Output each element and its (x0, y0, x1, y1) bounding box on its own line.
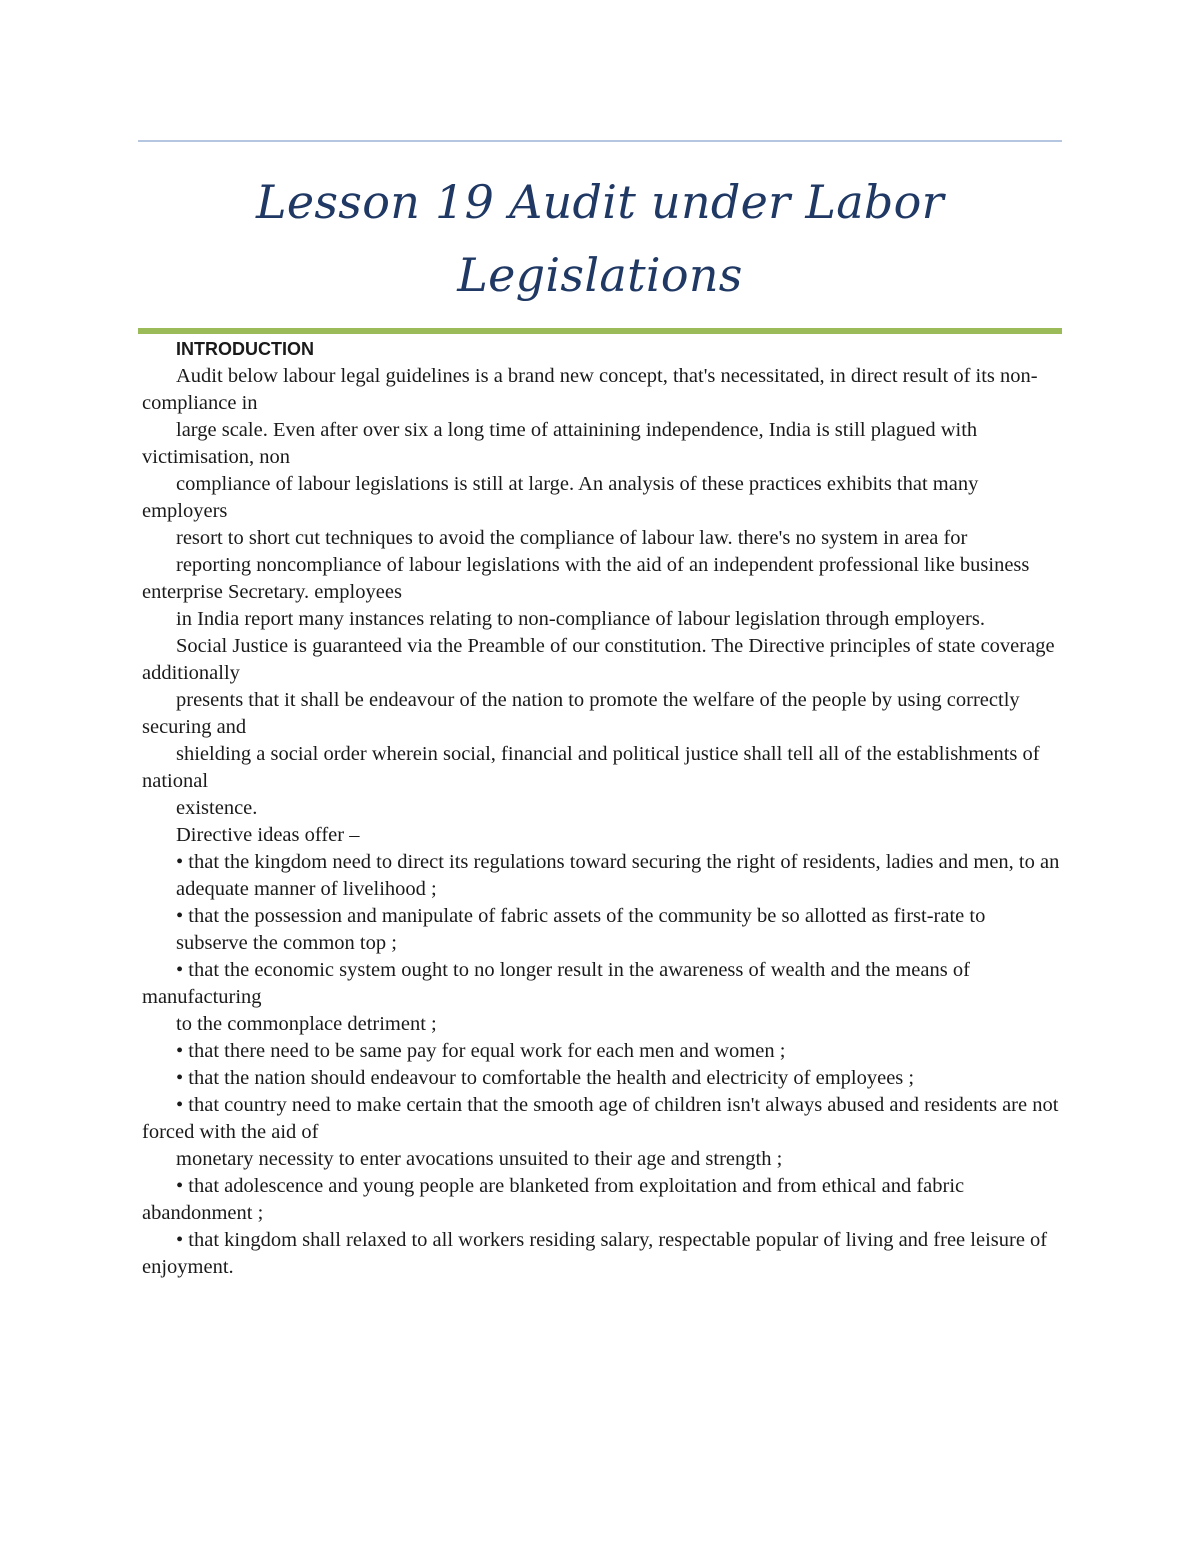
bullet-item: • that the kingdom need to direct its regulations toward securing the right of residents, ladies and men, to an (176, 851, 1060, 873)
title-line-2: Legislations (457, 248, 743, 302)
paragraph-line: in India report many instances relating to non-compliance of labour legislation through employers. (176, 608, 985, 630)
page-title (138, 166, 1062, 312)
paragraph-line: resort to short cut techniques to avoid the compliance of labour law. there's no system in area for (176, 527, 968, 549)
top-divider (138, 140, 1062, 142)
document-body (142, 336, 1062, 1281)
paragraph-line: Audit below labour legal guidelines is a brand new concept, that's necessitated, in direct result of its non-compliance in (142, 365, 1038, 414)
bullet-item: • that the nation should endeavour to comfortable the health and electricity of employees ; (176, 1067, 915, 1089)
paragraph-line: Directive ideas offer – (176, 824, 360, 846)
title-line-1: Lesson 19 Audit under Labor (256, 175, 944, 229)
bullet-item: • that kingdom shall relaxed to all workers residing salary, respectable popular of living and free leisure of enjoyment. (142, 1229, 1048, 1278)
bullet-item: • that adolescence and young people are blanketed from exploitation and from ethical and fabric abandonment ; (142, 1175, 965, 1224)
title-underline (138, 328, 1062, 334)
bullet-item: • that the possession and manipulate of fabric assets of the community be so allotted as first-rate to (176, 905, 986, 927)
paragraph-line: to the commonplace detriment ; (176, 1013, 437, 1035)
bullet-item: • that country need to make certain that the smooth age of children isn't always abused and residents are not forced with the aid of (142, 1094, 1059, 1143)
paragraph-line: adequate manner of livelihood ; (176, 878, 437, 900)
paragraph-line: presents that it shall be endeavour of the nation to promote the welfare of the people by using correctly securing and (142, 689, 1020, 738)
paragraph-line: reporting noncompliance of labour legislations with the aid of an independent professional like business enterprise Secretary. employees (142, 554, 1030, 603)
section-heading: INTRODUCTION (176, 339, 314, 359)
paragraph-line: existence. (176, 797, 258, 819)
paragraph-line: compliance of labour legislations is still at large. An analysis of these practices exhibits that many employers (142, 473, 979, 522)
paragraph-line: large scale. Even after over six a long time of attainining independence, India is still plagued with victimisation, non (142, 419, 978, 468)
paragraph-line: shielding a social order wherein social, financial and political justice shall tell all of the establishments of national (142, 743, 1040, 792)
paragraph-line: Social Justice is guaranteed via the Preamble of our constitution. The Directive principles of state coverage additionally (142, 635, 1055, 684)
paragraph-line: monetary necessity to enter avocations unsuited to their age and strength ; (176, 1148, 783, 1170)
bullet-item: • that the economic system ought to no longer result in the awareness of wealth and the means of manufacturing (142, 959, 970, 1008)
paragraph-line: subserve the common top ; (176, 932, 397, 954)
bullet-item: • that there need to be same pay for equal work for each men and women ; (176, 1040, 786, 1062)
